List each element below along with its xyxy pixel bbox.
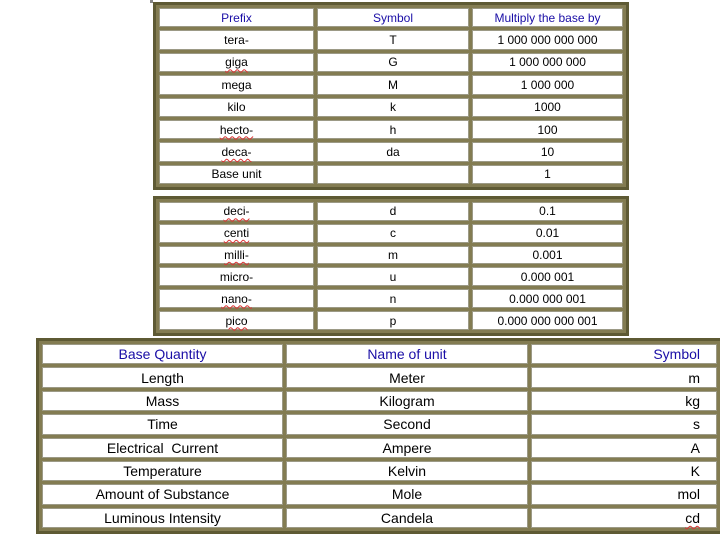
prefix-cell: deci- [159, 202, 314, 221]
unit-symbol-cell: cd [531, 508, 717, 528]
table-row [159, 246, 623, 265]
table-row [159, 289, 623, 308]
prefix-table [153, 2, 629, 190]
factor-cell: 1 000 000 [472, 75, 623, 94]
table-row [159, 120, 623, 139]
table-row [42, 367, 717, 387]
symbol-cell: T [317, 30, 469, 49]
symbol-cell: c [317, 224, 469, 243]
unit-symbol-cell: s [531, 414, 717, 434]
unit-symbol-cell: A [531, 438, 717, 458]
symbol-cell: da [317, 142, 469, 161]
unit-name-cell: Kilogram [286, 391, 528, 411]
symbol-cell: m [317, 246, 469, 265]
symbol-cell: h [317, 120, 469, 139]
prefix-cell: pico [159, 311, 314, 330]
unit-symbol-cell: mol [531, 484, 717, 504]
table-row [159, 224, 623, 243]
unit-name-cell: Kelvin [286, 461, 528, 481]
table-row [42, 391, 717, 411]
table-row [159, 311, 623, 330]
factor-cell: 0.000 000 001 [472, 289, 623, 308]
unit-name-cell: Ampere [286, 438, 528, 458]
header-symbol: Symbol [317, 8, 469, 27]
factor-cell: 10 [472, 142, 623, 161]
table-row [159, 53, 623, 72]
header-prefix: Prefix [159, 8, 314, 27]
factor-cell: 0.001 [472, 246, 623, 265]
header-base-quantity: Base Quantity [42, 344, 283, 364]
prefix-cell: Base unit [159, 165, 314, 184]
quantity-cell: Amount of Substance [42, 484, 283, 504]
symbol-cell: d [317, 202, 469, 221]
quantity-cell: Electrical Current [42, 438, 283, 458]
prefix-table-header-row [159, 8, 623, 27]
unit-name-cell: Second [286, 414, 528, 434]
symbol-cell: M [317, 75, 469, 94]
factor-cell: 1 [472, 165, 623, 184]
prefix-cell: nano- [159, 289, 314, 308]
factor-cell: 0.000 001 [472, 267, 623, 286]
factor-cell: 0.000 000 000 001 [472, 311, 623, 330]
quantity-cell: Luminous Intensity [42, 508, 283, 528]
prefix-cell: centi [159, 224, 314, 243]
factor-cell: 0.1 [472, 202, 623, 221]
table-row [159, 30, 623, 49]
prefix-cell: kilo [159, 98, 314, 117]
base-quantity-header-row [42, 344, 717, 364]
base-quantity-table [36, 338, 720, 534]
header-multiply: Multiply the base by [472, 8, 623, 27]
symbol-cell [317, 165, 469, 184]
table-row [159, 202, 623, 221]
unit-symbol-cell: K [531, 461, 717, 481]
header-unit-name: Name of unit [286, 344, 528, 364]
table-row [42, 461, 717, 481]
prefix-cell: micro- [159, 267, 314, 286]
prefix-cell: hecto- [159, 120, 314, 139]
table-row [159, 267, 623, 286]
header-unit-symbol: Symbol [531, 344, 717, 364]
subprefix-table [153, 196, 629, 336]
unit-name-cell: Mole [286, 484, 528, 504]
factor-cell: 1 000 000 000 [472, 53, 623, 72]
table-row [42, 508, 717, 528]
table-row [42, 438, 717, 458]
unit-name-cell: Candela [286, 508, 528, 528]
factor-cell: 1 000 000 000 000 [472, 30, 623, 49]
symbol-cell: G [317, 53, 469, 72]
symbol-cell: k [317, 98, 469, 117]
table-row [42, 414, 717, 434]
table-row [42, 484, 717, 504]
prefix-cell: mega [159, 75, 314, 94]
table-row [159, 98, 623, 117]
factor-cell: 0.01 [472, 224, 623, 243]
quantity-cell: Time [42, 414, 283, 434]
table-row [159, 142, 623, 161]
quantity-cell: Mass [42, 391, 283, 411]
table-row [159, 75, 623, 94]
symbol-cell: u [317, 267, 469, 286]
prefix-cell: milli- [159, 246, 314, 265]
symbol-cell: p [317, 311, 469, 330]
table-row [159, 165, 623, 184]
prefix-cell: giga [159, 53, 314, 72]
symbol-cell: n [317, 289, 469, 308]
factor-cell: 100 [472, 120, 623, 139]
factor-cell: 1000 [472, 98, 623, 117]
unit-name-cell: Meter [286, 367, 528, 387]
prefix-cell: tera- [159, 30, 314, 49]
quantity-cell: Temperature [42, 461, 283, 481]
prefix-cell: deca- [159, 142, 314, 161]
quantity-cell: Length [42, 367, 283, 387]
unit-symbol-cell: m [531, 367, 717, 387]
unit-symbol-cell: kg [531, 391, 717, 411]
